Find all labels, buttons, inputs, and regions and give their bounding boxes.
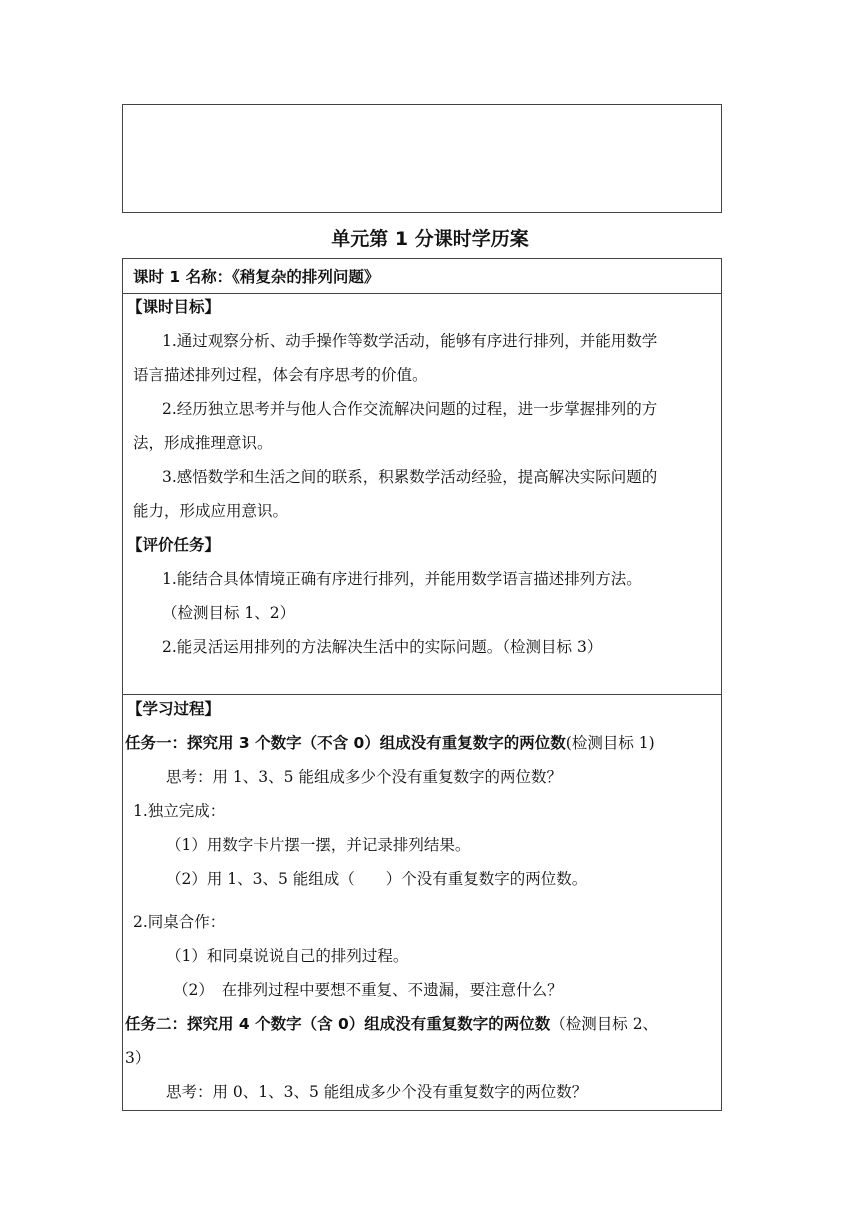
task-2-title: 任务二：探究用 4 个数字（含 0）组成没有重复数字的两位数 <box>125 1015 551 1033</box>
goal-item-3-line-2: 能力，形成应用意识。 <box>133 502 289 520</box>
task-1-title: 任务一：探究用 3 个数字（不含 0）组成没有重复数字的两位数 <box>125 734 566 752</box>
task-2-tag-cont: 3） <box>125 1049 151 1067</box>
lesson-name: 课时 1 名称：《稍复杂的排列问题》 <box>133 268 380 286</box>
process-heading: 【学习过程】 <box>127 700 221 718</box>
step-2: 2.同桌合作： <box>133 913 226 931</box>
step-2-b: （2） 在排列过程中要想不重复、不遗漏，要注意什么？ <box>173 981 563 999</box>
row-divider <box>123 694 721 695</box>
goal-item-3-line-1: 3.感悟数学和生活之间的联系，积累数学活动经验，提高解决实际问题的 <box>162 468 658 486</box>
goals-heading: 【课时目标】 <box>127 298 221 316</box>
evaluation-item-2: 2.能灵活运用排列的方法解决生活中的实际问题。（检测目标 3） <box>162 638 603 656</box>
step-1-a: （1）用数字卡片摆一摆，并记录排列结果。 <box>166 836 471 854</box>
evaluation-item-1-line-2: （检测目标 1、2） <box>162 604 296 622</box>
goal-item-1-line-1: 1.通过观察分析、动手操作等数学活动，能够有序进行排列，并能用数学 <box>162 332 658 350</box>
goal-item-1-line-2: 语言描述排列过程，体会有序思考的价值。 <box>133 366 428 384</box>
task-1-tag: (检测目标 1) <box>565 734 655 752</box>
task-1-title-line <box>125 733 655 753</box>
evaluation-item-1-line-1: 1.能结合具体情境正确有序进行排列，并能用数学语言描述排列方法。 <box>162 570 642 588</box>
goal-item-2-line-1: 2.经历独立思考并与他人合作交流解决问题的过程，进一步掌握排列的方 <box>162 400 658 418</box>
lesson-table <box>122 258 722 1111</box>
task-1-think: 思考：用 1、3、5 能组成多少个没有重复数字的两位数？ <box>166 768 562 786</box>
step-2-a: （1）和同桌说说自己的排列过程。 <box>166 947 409 965</box>
task-2-title-line <box>125 1014 658 1034</box>
task-2-tag: （检测目标 2、 <box>550 1015 659 1033</box>
evaluation-heading: 【评价任务】 <box>127 536 221 554</box>
row-divider <box>123 293 721 294</box>
goal-item-2-line-2: 法，形成推理意识。 <box>133 434 273 452</box>
step-1: 1.独立完成： <box>133 802 226 820</box>
blank-table-cell <box>122 104 722 213</box>
page-title: 单元第 1 分课时学历案 <box>331 228 529 250</box>
task-2-think: 思考：用 0、1、3、5 能组成多少个没有重复数字的两位数？ <box>166 1083 588 1101</box>
step-1-b: （2）用 1、3、5 能组成（ ）个没有重复数字的两位数。 <box>166 870 588 888</box>
